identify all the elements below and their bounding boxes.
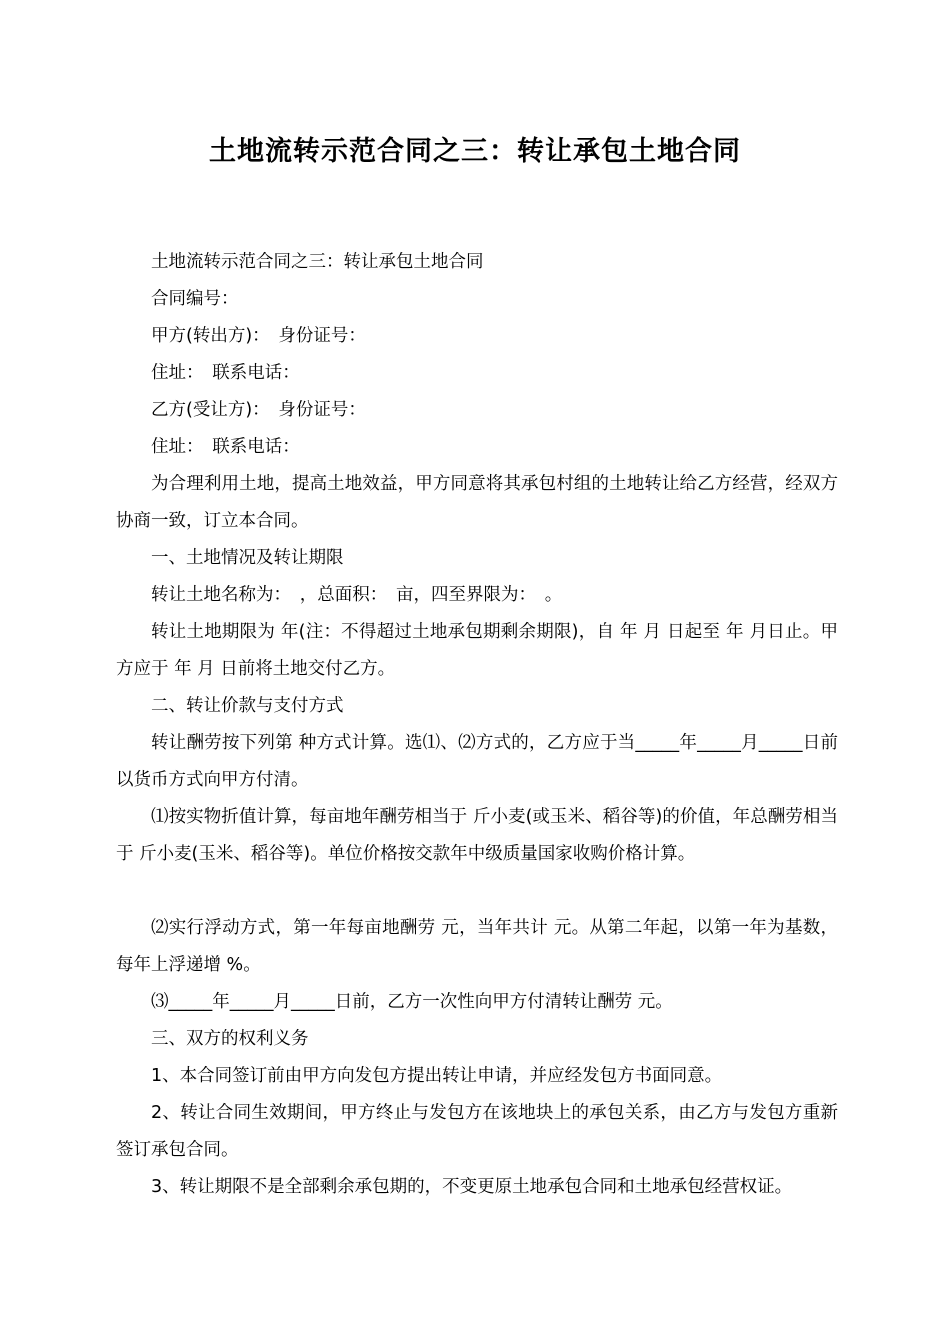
paragraph-party-a-address: 住址： 联系电话： (151, 363, 300, 383)
section-heading-2: 二、转让价款与支付方式 (151, 696, 344, 716)
paragraph-clause-3: 3、转让期限不是全部剩余承包期的，不变更原土地承包合同和土地承包经营权证。 (151, 1177, 793, 1197)
paragraph-clause-1: 1、本合同签订前由甲方向发包方提出转让申请，并应经发包方书面同意。 (151, 1066, 723, 1086)
section-heading-3: 三、双方的权利义务 (151, 1029, 309, 1049)
section-heading-1: 一、土地情况及转让期限 (151, 548, 344, 568)
paragraph-contract-number: 合同编号： (151, 289, 239, 309)
paragraph-option-1: ⑴按实物折值计算，每亩地年酬劳相当于 斤小麦(或玉米、稻谷等)的价值，年总酬劳相当于 斤小麦(玉米、稻谷等)。单位价格按交款年中级质量国家收购价格计算。 (116, 807, 838, 864)
document-body (116, 244, 838, 1206)
paragraph-option-3: ⑶_____年_____月_____日前，乙方一次性向甲方付清转让酬劳 元。 (151, 992, 673, 1012)
paragraph-transfer-term: 转让土地期限为 年(注：不得超过土地承包期剩余期限)，自 年 月 日起至 年 月日止。甲方应于 年 月 日前将土地交付乙方。 (116, 622, 838, 679)
paragraph-preamble: 为合理利用土地，提高土地效益，甲方同意将其承包村组的土地转让给乙方经营，经双方协商一致，订立本合同。 (116, 474, 838, 531)
paragraph-party-a: 甲方(转出方)： 身份证号： (151, 326, 366, 346)
paragraph-payment-method: 转让酬劳按下列第 种方式计算。选⑴、⑵方式的，乙方应于当_____年_____月_____日前以货币方式向甲方付清。 (116, 733, 838, 790)
paragraph-party-b: 乙方(受让方)： 身份证号： (151, 400, 366, 420)
paragraph-clause-2: 2、转让合同生效期间，甲方终止与发包方在该地块上的承包关系，由乙方与发包方重新签订承包合同。 (116, 1103, 838, 1160)
paragraph-land-name: 转让土地名称为： ，总面积： 亩，四至界限为： 。 (151, 585, 563, 605)
paragraph-option-2: ⑵实行浮动方式，第一年每亩地酬劳 元，当年共计 元。从第二年起，以第一年为基数，每年上浮递增 %。 (116, 918, 838, 975)
paragraph-heading-repeat: 土地流转示范合同之三：转让承包土地合同 (151, 252, 484, 272)
document-title: 土地流转示范合同之三：转让承包土地合同 (209, 136, 741, 167)
paragraph-party-b-address: 住址： 联系电话： (151, 437, 300, 457)
